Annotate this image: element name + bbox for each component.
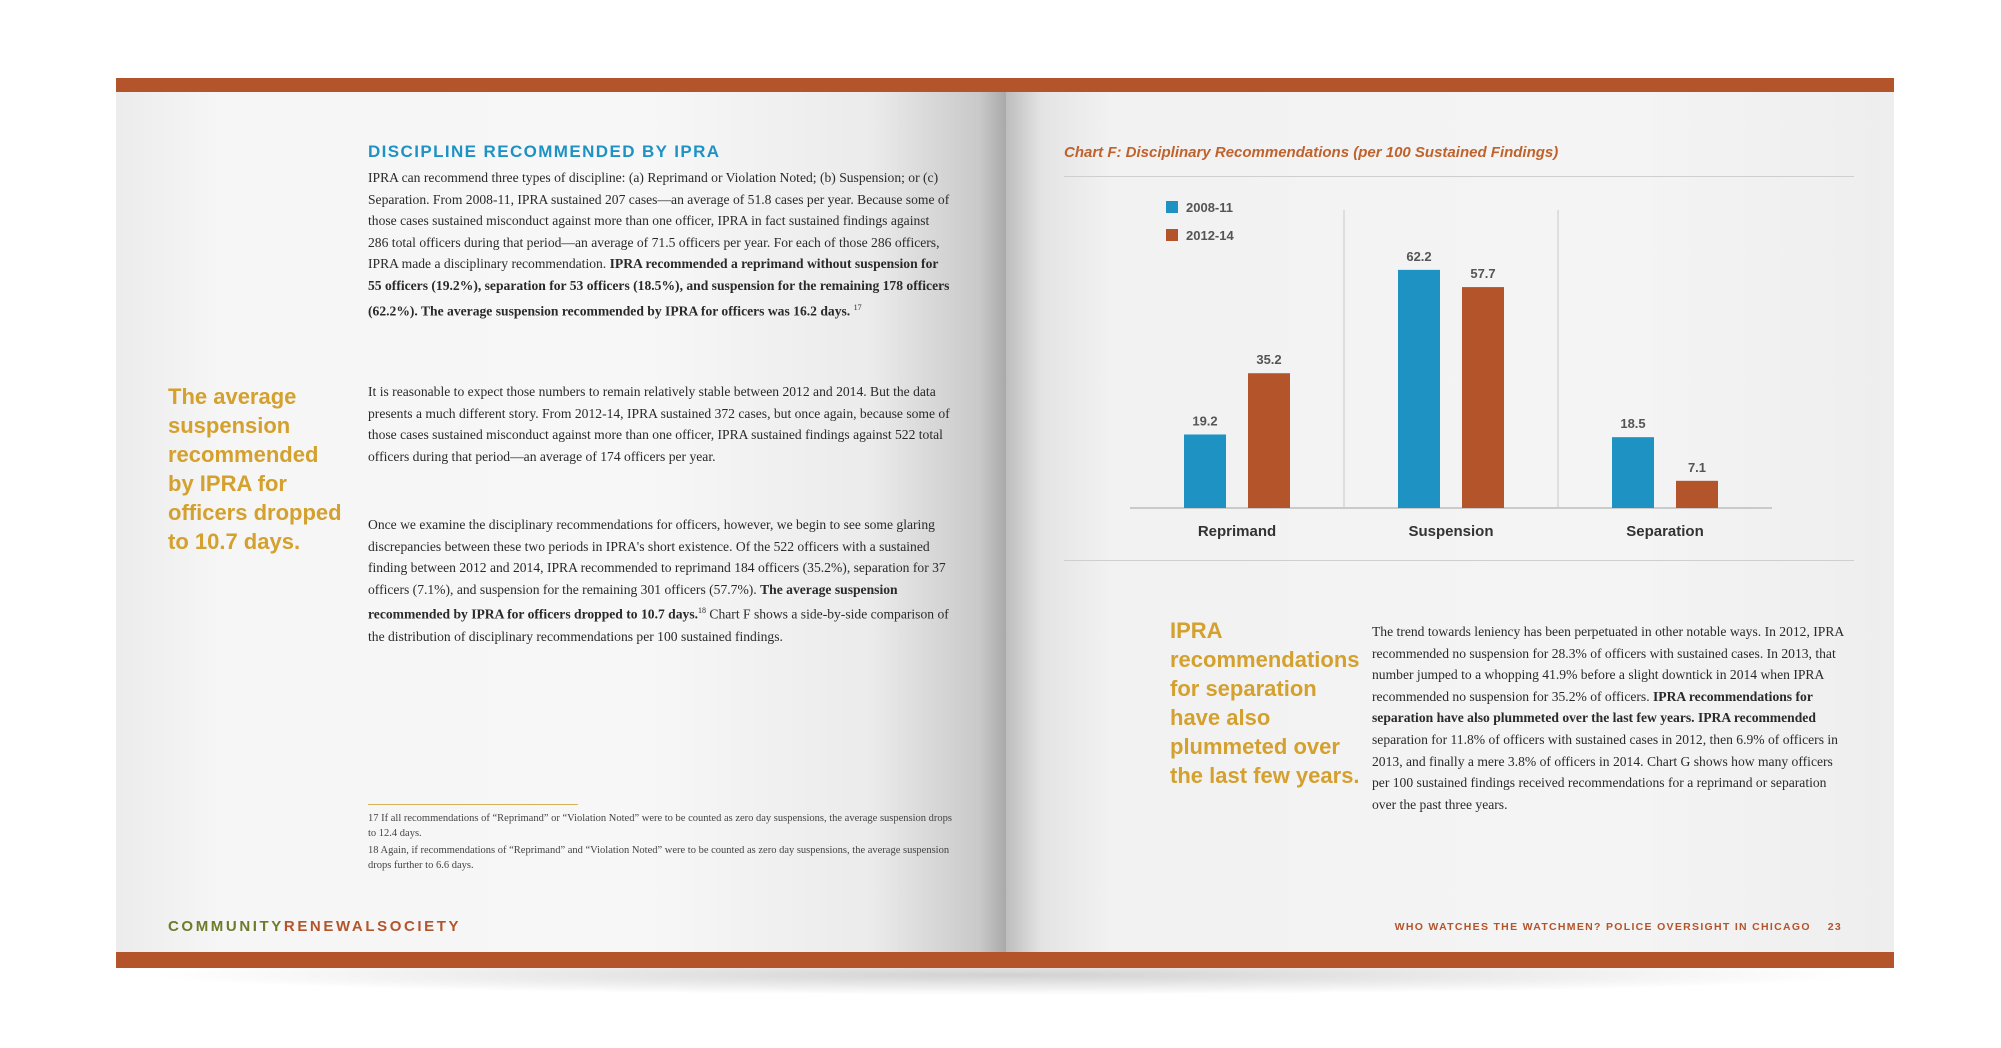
section-title: DISCIPLINE RECOMMENDED BY IPRA bbox=[368, 142, 721, 161]
bar-suspension-2012-14 bbox=[1462, 287, 1504, 508]
paragraph-3 bbox=[368, 514, 953, 647]
legend-label: 2012-14 bbox=[1186, 228, 1234, 243]
paragraph-3-outro: Chart F shows a side-by-side comparison of the distribution of disciplinary recommendations per 100 sustained findings. bbox=[368, 606, 949, 644]
legend-label: 2008-11 bbox=[1186, 200, 1233, 215]
bar-separation-2012-14 bbox=[1676, 481, 1718, 508]
book-spread bbox=[116, 78, 1894, 968]
bottom-band-right bbox=[1006, 952, 1894, 968]
right-paragraph bbox=[1372, 621, 1848, 815]
paragraph-3-bold: The average suspension recommended by IPRA for officers dropped to 10.7 days. bbox=[368, 581, 898, 622]
page-number: 23 bbox=[1827, 921, 1842, 933]
top-band bbox=[116, 78, 1006, 92]
footer-publication bbox=[1395, 921, 1842, 933]
right-page bbox=[1006, 78, 1894, 968]
paragraph-3-intro: Once we examine the disciplinary recommendations for officers, however, we begin to see some glaring discrepancies between these two periods in IPRA's short existence. Of the 522 officers with a sustained finding between 2012 and 2014, IPRA recommended to reprimand 184 officers (35.2%), separation for 37 officers (7.1%), and suspension for the remaining 301 officers (57.7%). bbox=[368, 517, 946, 597]
bar-chart bbox=[1064, 182, 1854, 552]
footer-publication-title: WHO WATCHES THE WATCHMEN? POLICE OVERSIGHT IN CHICAGO bbox=[1394, 921, 1811, 933]
pullquote-left: The average suspension recommended by IPRA for officers dropped to 10.7 days. bbox=[168, 384, 342, 554]
right-paragraph-outro: separation for 11.8% of officers with sustained cases in 2012, then 6.9% of officers in 2013, and finally a mere 3.8% of officers in 2014. Chart G shows how many officers per 100 sustained findings received recommendations for a reprimand or separation over the past three years. bbox=[1372, 731, 1838, 812]
footnote-divider bbox=[368, 804, 578, 805]
chart-bottom-rule bbox=[1064, 560, 1854, 561]
bar-reprimand-2008-11 bbox=[1184, 434, 1226, 508]
footer-brand bbox=[168, 918, 461, 935]
footnote-18: 18 Again, if recommendations of “Reprimand” and “Violation Noted” were to be counted as zero day suspensions, the average suspension drops further to 6.6 days. bbox=[368, 845, 950, 871]
right-paragraph-intro: The trend towards leniency has been perpetuated in other notable ways. In 2012, IPRA recommended no suspension for 28.3% of officers with sustained cases. In 2013, that number jumped to a whopping 41.9% before a slight downtick in 2014 when IPRA recommended no suspension for 35.2% of officers. bbox=[1372, 624, 1844, 704]
paragraph-1-intro: IPRA can recommend three types of discipline: (a) Reprimand or Violation Noted; (b) Suspension; or (c) Separation. From 2008-11, IPRA sustained 207 cases—an average of 51.8 cases per year. Because some of those cases sustained misconduct against more than one officer, IPRA in fact sustained findings against 286 total officers during that period—an average of 71.5 officers per year. For each of those 286 officers, IPRA made a disciplinary recommendation. bbox=[368, 170, 950, 272]
footer-brand-community: COMMUNITY bbox=[168, 918, 284, 935]
bar-suspension-2008-11 bbox=[1398, 270, 1440, 508]
pullquote-right: IPRA recommendations for separation have also plummeted over the last few years. bbox=[1170, 618, 1360, 788]
data-label: 18.5 bbox=[1620, 416, 1646, 432]
right-paragraph-bold: IPRA recommendations for separation have also plummeted over the last few years. IPRA recommended bbox=[1372, 688, 1816, 726]
legend-swatch bbox=[1166, 201, 1178, 213]
data-label: 57.7 bbox=[1470, 266, 1496, 282]
category-label: Suspension bbox=[1408, 523, 1494, 540]
paragraph-1 bbox=[368, 167, 953, 322]
bottom-band bbox=[116, 952, 1006, 968]
left-page bbox=[116, 78, 1006, 968]
footnote-ref-17: 17 bbox=[853, 302, 862, 312]
category-label: Reprimand bbox=[1197, 523, 1277, 540]
top-band-right bbox=[1006, 78, 1894, 92]
footnote-ref-18: 18 bbox=[698, 606, 707, 616]
bar-separation-2008-11 bbox=[1612, 437, 1654, 508]
legend-swatch bbox=[1166, 229, 1178, 241]
chart-title: Chart F: Disciplinary Recommendations (per 100 Sustained Findings) bbox=[1064, 144, 1559, 161]
paragraph-1-bold: IPRA recommended a reprimand without suspension for 55 officers (19.2%), separation for 53 officers (18.5%), and suspension for the remaining 178 officers (62.2%). The average suspension recommended by IPRA for officers was 16.2 days. bbox=[368, 256, 950, 319]
category-label: Separation bbox=[1626, 523, 1704, 540]
bar-reprimand-2012-14 bbox=[1248, 373, 1290, 508]
data-label: 19.2 bbox=[1192, 413, 1218, 429]
data-label: 62.2 bbox=[1406, 248, 1432, 264]
data-label: 7.1 bbox=[1687, 459, 1707, 475]
footnote-17: 17 If all recommendations of “Reprimand” or “Violation Noted” were to be counted as zero day suspensions, the average suspension drops to 12.4 days. bbox=[368, 813, 952, 839]
chart-top-rule bbox=[1064, 176, 1854, 177]
data-label: 35.2 bbox=[1256, 352, 1282, 368]
footer-brand-renewal-society: RENEWALSOCIETY bbox=[283, 918, 462, 935]
paragraph-2: It is reasonable to expect those numbers to remain relatively stable between 2012 and 2014. But the data presents a much different story. From 2012-14, IPRA sustained 372 cases, but once again, because some of those cases sustained misconduct against more than one officer, IPRA sustained findings against 522 total officers during that period—an average of 174 officers per year. bbox=[368, 384, 950, 464]
